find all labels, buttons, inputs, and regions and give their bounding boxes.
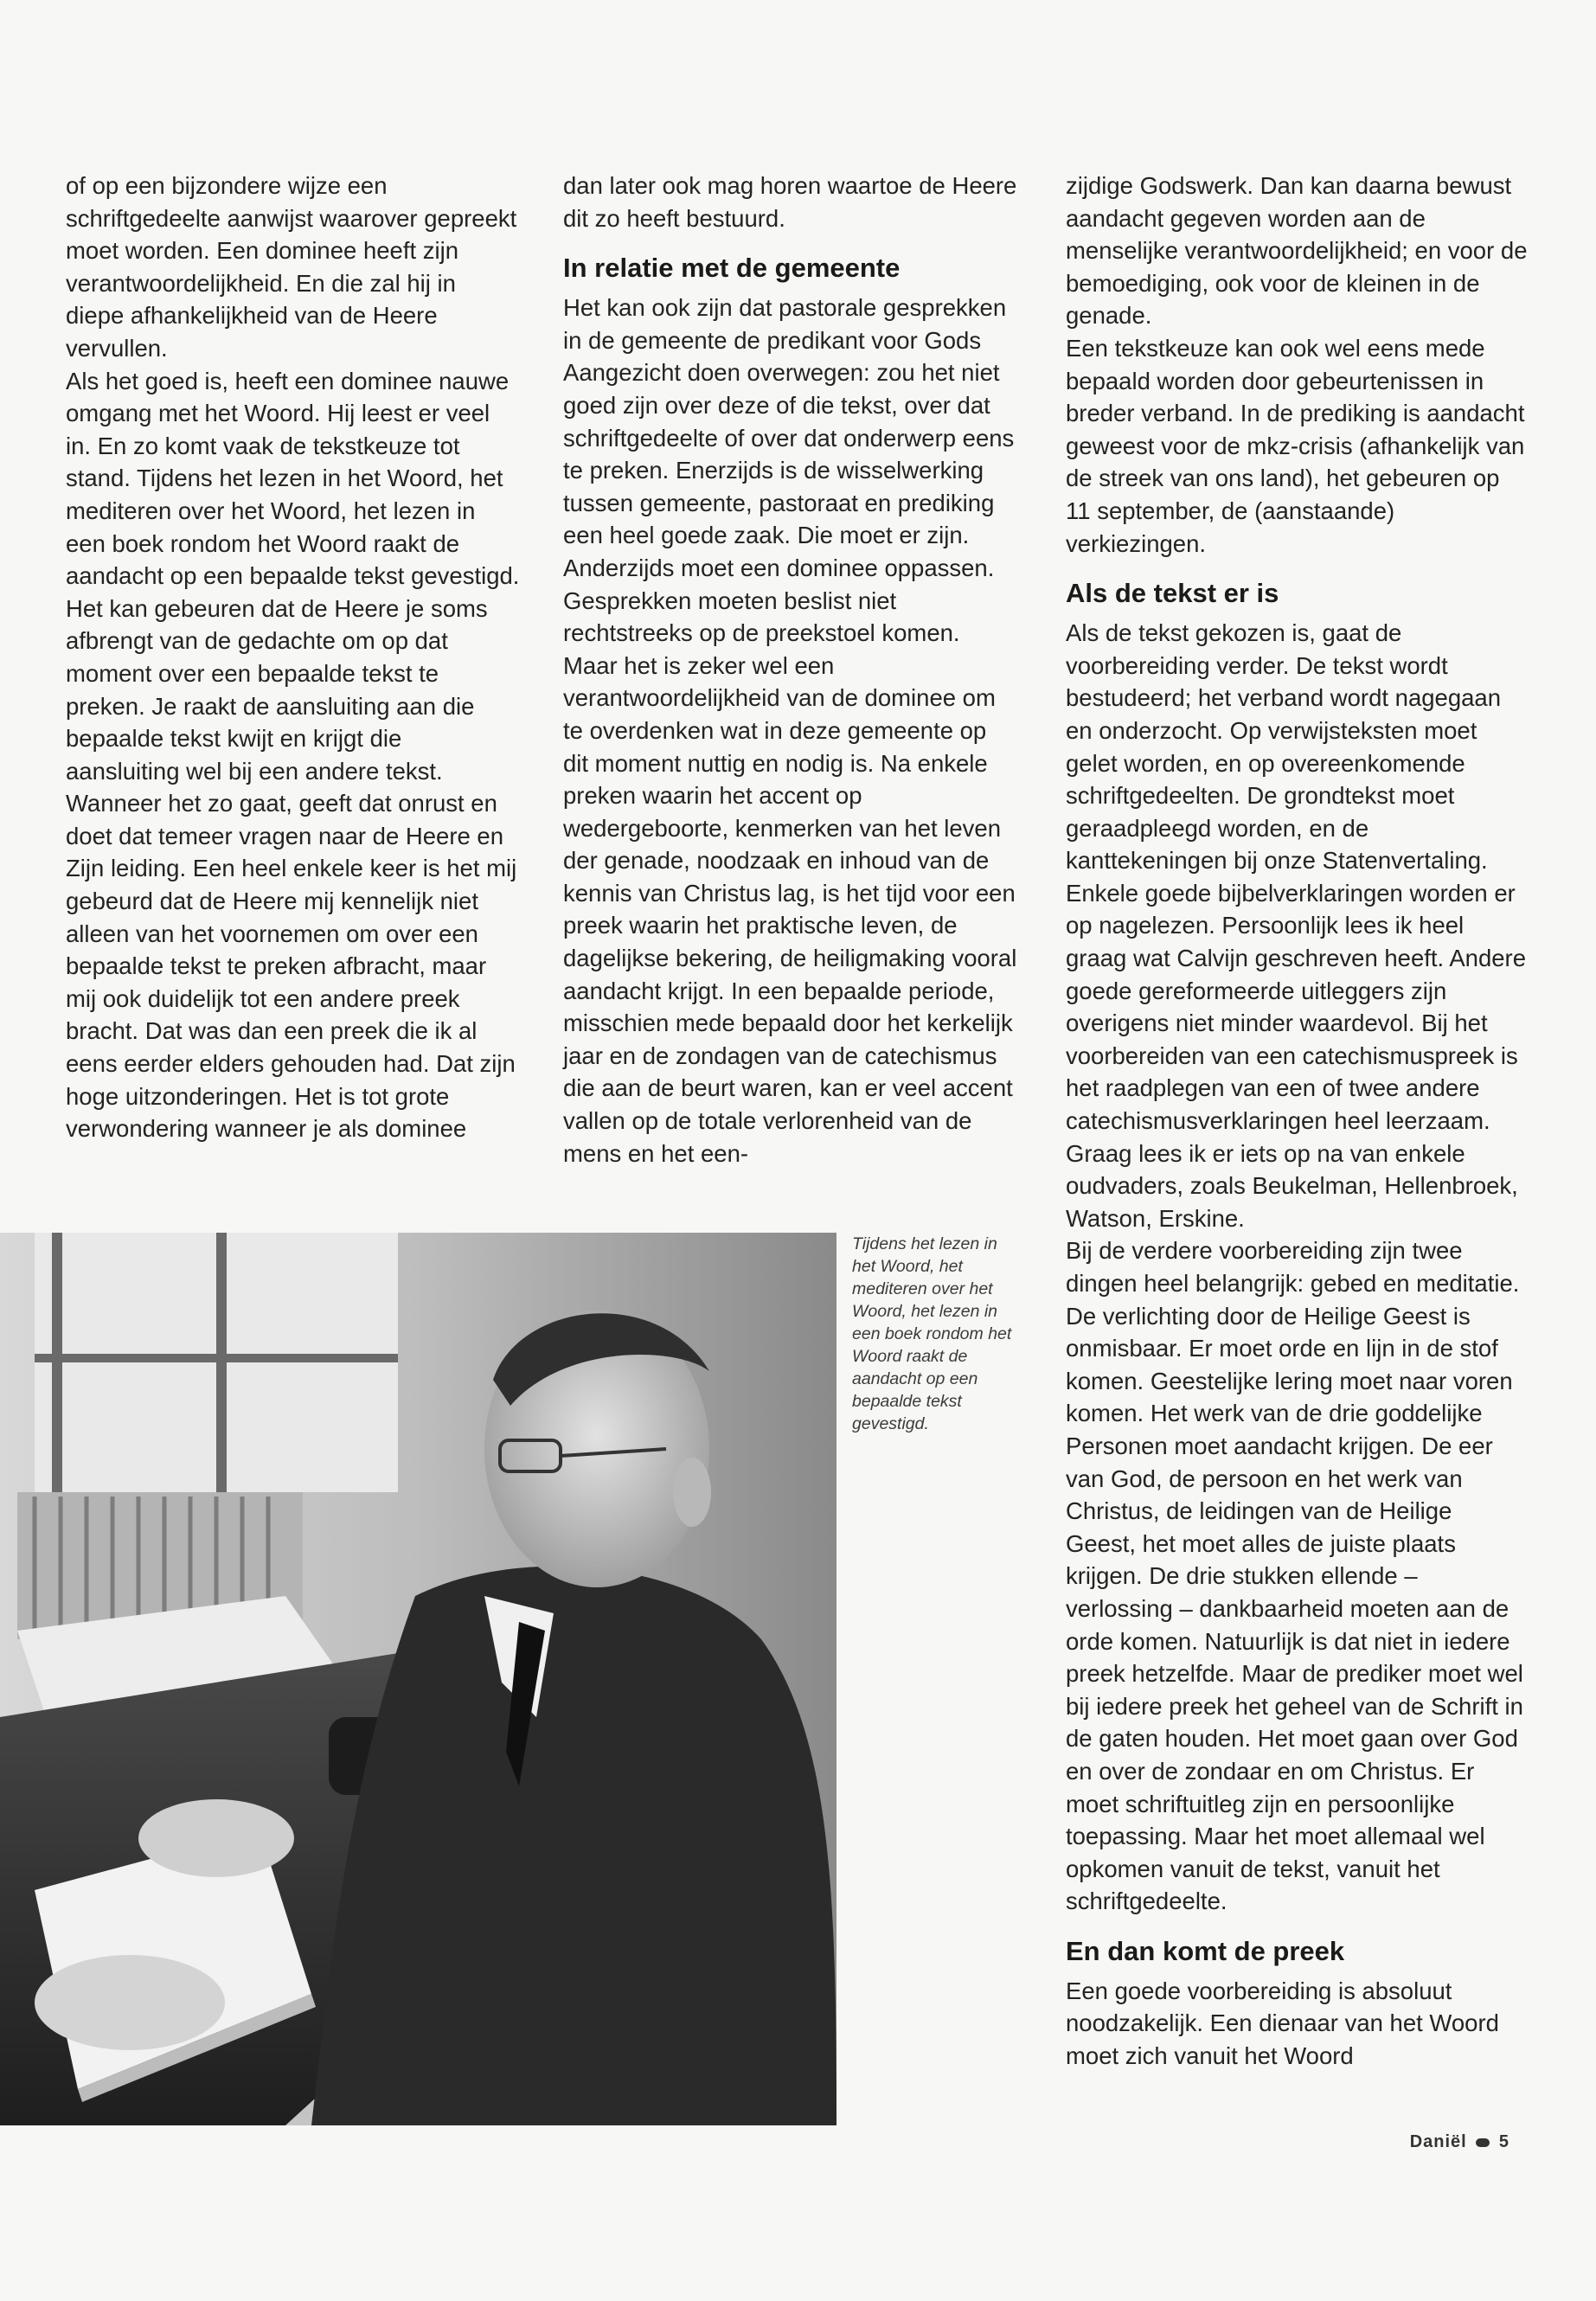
magazine-name: Daniël (1409, 2132, 1467, 2151)
article-photo (0, 1233, 836, 2125)
section-heading: En dan komt de preek (1066, 1935, 1345, 1966)
section-heading: In relatie met de gemeente (563, 253, 901, 284)
paragraph: Een tekstkeuze kan ook wel eens mede bepaald worden door gebeurtenissen in breder verband. In de prediking is aandacht geweest voor de mkz-crisis (afhankelijk van de streek van ons land), het gebeuren op 11 september, de (aanstaande) verkiezingen. (1066, 334, 1525, 557)
paragraph: zijdige Godswerk. Dan kan daarna bewust aandacht gegeven worden aan de menselijke verantwoordelijkheid; en voor de bemoediging, ook voor de kleinen in de genade. (1066, 172, 1528, 330)
paragraph: Als het goed is, heeft een dominee nauwe omgang met het Woord. Hij leest er veel in. En zo komt vaak de tekstkeuze tot stand. Tijdens het lezen in het Woord, het mediteren over het Woord, het lezen in een boek rondom het Woord raakt de aandacht op een bepaalde tekst gevestigd. (66, 367, 520, 590)
column-2 (563, 170, 1017, 1170)
paragraph: Als de tekst gekozen is, gaat de voorbereiding verder. De tekst wordt bestudeerd; het verband wordt nagegaan en onderzocht. Op verwijsteksten moet gelet worden, en op overeenkomende schriftgedeelten. De grondtekst moet geraadpleegd worden, en de kanttekeningen bij onze Statenvertaling. Enkele goede bijbelverklaringen worden er op nagelezen. Persoonlijk lees ik heel graag wat Calvijn geschreven heeft. Andere goede gereformeerde uitleggers zijn overigens niet minder waardevol. Bij het voorbereiden van een catechismuspreek is het raadplegen van een of twee andere catechismusverklaringen heel leerzaam. Graag lees ik er iets op na van enkele oudvaders, zoals Beukelman, Hellenbroek, Watson, Erskine. (1066, 619, 1526, 1232)
column-1 (66, 170, 520, 1145)
footer-bullet-icon (1476, 2138, 1490, 2147)
page-number: 5 (1498, 2132, 1509, 2151)
paragraph: Het kan ook zijn dat pastorale gesprekken in de gemeente de predikant voor Gods Aangezicht doen overwegen: zou het niet goed zijn over deze of die tekst, over dat schriftgedeelte of over dat onderwerp eens te preken. Enerzijds is de wisselwerking tussen gemeente, pastoraat en prediking een heel goede zaak. Die moet er zijn. Anderzijds moet een dominee oppassen. Gesprekken moeten beslist niet rechtstreeks op de preekstoel komen. Maar het is zeker wel een verantwoordelijkheid van de dominee om te overdenken wat in deze gemeente op dit moment nuttig en nodig is. Na enkele preken waarin het accent op wedergeboorte, kenmerken van het leven der genade, noodzaak en inhoud van de kennis van Christus lag, is het tijd voor een preek waarin het praktische leven, de dagelijkse bekering, de heiligmaking vooral aandacht krijgt. In een bepaalde periode, misschien mede bepaald door het kerkelijk jaar en de zondagen van de catechismus die aan de beurt waren, kan er veel accent vallen op de totale verlorenheid van de mens en het een- (563, 294, 1017, 1167)
paragraph: Bij de verdere voorbereiding zijn twee dingen heel belangrijk: gebed en meditatie. De verlichting door de Heilige Geest is onmisbaar. Er moet orde en lijn in de stof komen. Geestelijke lering moet naar voren komen. Het werk van de drie goddelijke Personen moet aandacht krijgen. De eer van God, de persoon en het werk van Christus, de leidingen van de Heilige Geest, het moet alles de juiste plaats krijgen. De drie stukken ellende – verlossing – dankbaarheid moeten aan de orde komen. Natuurlijk is dat niet in iedere preek hetzelfde. Maar de prediker moet wel bij iedere preek het geheel van de Schrift in de gaten houden. Het moet gaan over God en over de zondaar en om Christus. Er moet schriftuitleg zijn en persoonlijke toepassing. Maar het moet allemaal wel opkomen vanuit de tekst, vanuit het schriftgedeelte. (1066, 1237, 1523, 1915)
page-footer (1410, 2132, 1509, 2152)
paragraph: Een goede voorbereiding is absoluut noodzakelijk. Een dienaar van het Woord moet zich vanuit het Woord (1066, 1977, 1499, 2070)
photo-caption: Tijdens het lezen in het Woord, het mediteren over het Woord, het lezen in een boek rondom het Woord raakt de aandacht op een bepaalde tekst gevestigd. (852, 1234, 1012, 1433)
section-heading: Als de tekst er is (1066, 578, 1279, 609)
paragraph: dan later ook mag horen waartoe de Heere dit zo heeft bestuurd. (563, 172, 1017, 232)
paragraph: of op een bijzondere wijze een schriftgedeelte aanwijst waarover gepreekt moet worden. Een dominee heeft zijn verantwoordelijkheid. En die zal hij in diepe afhankelijkheid van de Heere vervullen. (66, 172, 517, 362)
photo-illustration (0, 1233, 836, 2125)
column-3 (1066, 170, 1529, 2073)
paragraph: Het kan gebeuren dat de Heere je soms afbrengt van de gedachte om op dat moment over een bepaalde tekst te preken. Je raakt de aansluiting aan die bepaalde tekst kwijt en krijgt die aansluiting wel bij een andere tekst. Wanneer het zo gaat, geeft dat onrust en doet dat temeer vragen naar de Heere en Zijn leiding. Een heel enkele keer is het mij gebeurd dat de Heere mij kennelijk niet alleen van het voornemen om over een bepaalde tekst te preken afbracht, maar mij ook duidelijk tot een andere preek bracht. Dat was dan een preek die ik al eens eerder elders gehouden had. Dat zijn hoge uitzonderingen. Het is tot grote verwondering wanneer je als dominee (66, 594, 517, 1143)
